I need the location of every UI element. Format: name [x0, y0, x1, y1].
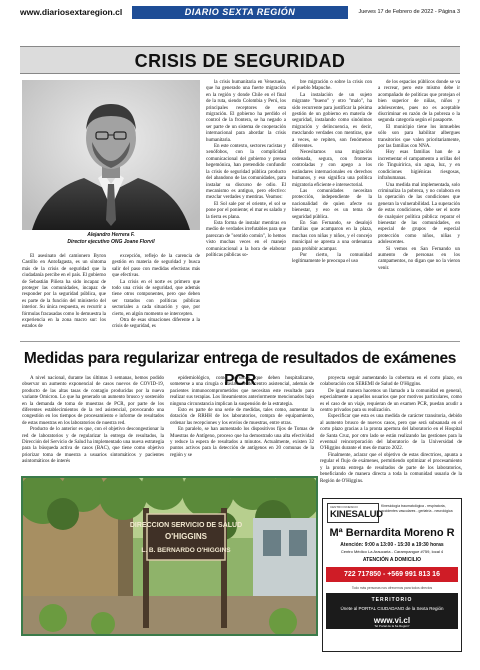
paragraph: A nivel nacional, durante las últimas 3 semanas, hemos podido observar un aumento exponencial de casos nuevos de COVID-19, producto de las altas tasas de contagio producidas por la nueva variante Omicron. Lo que ha generado un aumento brusco y sostenido en la demanda de toma de muestras de PCR, por parte de los diferentes establecimientos de la red asistencial, provocando una congestión en los tiempos de procesamiento e informe de resultados de estas muestras en los laboratorios de nuestra red. — [22, 376, 164, 426]
paragraph: Hoy esas familias han de a incrementar el campamento a orillas del río Tinguiririca, sin agua, luz, y en condiciones higiénicas riesgosas, infrahumanas. — [378, 150, 460, 182]
ad-home-service: ATENCIÓN A DOMICILIO — [362, 557, 422, 563]
caption-name: Alejandro Herrera F. — [87, 232, 135, 238]
banner-title: TERRITORIO — [371, 597, 413, 603]
ad-practitioner-name: Mª Bernardita Moreno R — [329, 527, 455, 539]
pcr-headline: Medidas para regularizar entrega de resultados de exámenes PCR — [23, 350, 457, 389]
paragraph: La instalación de un sujeto migrante "bueno" y otro "malo", ha sido recurrente para justificar la pésima gestión de un gobierno en materia de seguridad, instalando como sinónimos migración y delincuencia, es decir, mezclando verdades con mentiras, que a veces, se repiten, son fenómenos diferentes. — [292, 92, 372, 150]
banner-tagline: "El Portal de la 6a Región" — [374, 624, 410, 628]
paragraph: El asesinato del camionero Byron Castillo en Antofagasta, es un síntoma más de la crisis de seguridad que la ciudadanía percibe en el país. El gobierno de Sebastián Piñera ha sido incapaz de proteger las comunidades, incapaz de responder por la seguridad pública, que es parte de la función del ministerio del interior. Su única respuesta, es recurrir a fórmulas fracasadas como lo demuestra la experiencia en la zona macro sur: los estados de — [22, 254, 106, 330]
paragraph: de los espacios públicos donde se va a recrear, pero este mismo debe ir acompañado de políticas que protejan el bien superior de niñas, niños y adolescentes, pues no es aceptable discriminar en razón de la pobreza o la segunda categoría según el pasaporte. — [378, 80, 460, 124]
paragraph: Esta forma de instalar mentiras en medio de verdades irrefutables para que parezcan de "sentido común", lo hemos visto muchas veces en el manejo comunicacional a la hora de elaborar políticas públicas so- — [206, 220, 286, 258]
logo-name: KINESALUD — [330, 509, 383, 520]
paragraph: Otra de esas situaciones diferente a la crisis de seguridad, es — [112, 318, 200, 330]
newspaper-name: DIARIO SEXTA REGIÓN — [132, 6, 348, 19]
paragraph: Especificar que esta es una medida de carácter transitoria, debido al aumento brusco de nuevos casos, pero que será subsanada en el corto plazo gracias a la pronta apertura del laboratorio en el Hospital de Santa Cruz, por otro lado se están realizando las gestiones para la eventual reincorporación del laboratorio de la Universidad de O'Higgins durante el mes de marzo 2022. — [320, 414, 462, 452]
paragraph: El municipio tiene los inmuebles sólo son para habilitar albergues transitorios que valen prioritariamente, por las familias con NNA. — [378, 124, 460, 150]
paragraph: En San Fernando, se desalojó familias que acamparon en la plaza, muchas con niñas y niños, y el concejo municipal se apresta a una ordenanza para prohibir acampar. — [292, 220, 372, 252]
crisis-column-1b — [112, 254, 200, 331]
sign-line-1: DIRECCION SERVICIO DE SALUD — [129, 522, 243, 529]
health-service-building-photo — [21, 476, 318, 636]
pcr-column-1 — [22, 376, 164, 466]
paragraph: proyecta seguir aumentando la cobertura en el corto plazo, en colaboración con SEREMI de Salud de O'Higgins. — [320, 376, 462, 388]
ad-phone-numbers[interactable]: 722 717850 - +569 991 813 16 — [326, 567, 458, 582]
crisis-headline: CRISIS DE SEGURIDAD — [20, 46, 460, 74]
section-divider — [20, 341, 460, 342]
paragraph: epidemiológico, como personas que deben hospitalizarse, someterse a una cirugía o trasladarse de centro asistencial, además de pacientes inmunocomprometidos que necesitan este resultado para realizar sus terapias. Los lineamientos anteriormente mencionados bajo ninguna circunstancia implican la suspensión de la estrategia. — [170, 376, 314, 407]
crisis-column-2 — [206, 80, 286, 259]
paragraph: Una medida mal implementada, solo criminaliza la pobreza, y no colabora en la operación de las condiciones que generan la vulnerabilidad. La superación de estas condiciones, debe ser el norte de cualquier política pública: reparar el bienestar de las comunidades, en especial de grupos de especial protección como niños, niñas y adolescentes. — [378, 182, 460, 246]
paragraph: bre migración o sobre la crisis con el pueblo Mapuche. — [292, 80, 372, 92]
author-photo — [22, 80, 200, 230]
ad-hours: Atención: 9:00 a 13:00 - 15:30 a 19:30 horas — [340, 542, 444, 548]
paragraph: Por cierto, la comunidad legítimamente le preocupa el uso — [292, 252, 372, 265]
kinesalud-logo — [327, 503, 383, 523]
paragraph: Necesitamos una migración ordenada, segura, con fronteras controladas y con apego a los estándares internacionales en derechos humanos, y eso significa una política migratoria eficiente e intersectorial. — [292, 150, 372, 188]
paragraph: Esto es parte de una serie de medidas, tales como, aumentar la dotación de RRHH de los laboratorios, compra de equipamiento, ordenar las recepciones y los envíos de muestras, entre otras. — [170, 408, 314, 426]
pcr-column-2 — [170, 376, 314, 459]
territorio-banner[interactable] — [326, 593, 458, 629]
caption-role: Director ejecutivo ONG Joane Florvil — [67, 238, 155, 245]
sign-line-3: L. B. BERNARDO O'HIGGINS — [141, 547, 231, 554]
crisis-column-1a — [22, 254, 106, 331]
paragraph: El Sol sale por el oriente, el sol se pone por el poniente; el mar es salado y la tierra es plana. — [206, 201, 286, 220]
banner-url[interactable]: www.vi.cl — [373, 616, 411, 625]
site-url[interactable]: www.diariosextaregion.cl — [20, 7, 123, 17]
crisis-column-3 — [292, 80, 372, 266]
paragraph: En paralelo, se han aumentado los dispositivos fijos de Tomas de Muestras de Antígeno, proceso que ha demostrado una alta efectividad y reduce la espera de resultados a minutos. Actualmente, existen 32 puntos activos para la detección de antígenos en 20 comunas de la región y se — [170, 427, 314, 458]
paragraph: En este contexto, sectores racistas y xenófobos, con la complicidad comunicacional del gobierno y prensa hegemónica, han pretendido confundir la crisis de seguridad pública producto del abandono de las comunidades, para instalar su discurso de odio. El mecanismo es antiguo, pero efectivo: mezclar verdades y mentiras. Veamos: — [206, 144, 286, 201]
logo-top-text: CENTRO KINESICO — [330, 505, 358, 509]
paragraph: Si vemos en San Fernando un aumento de personas en los campamentos, no digan que no la vieron venir. — [378, 246, 460, 271]
banner-subtitle: Únete al PORTAL CIUDADANO de la Sexta Región — [340, 606, 444, 611]
ad-note: Todo más personas nos ofrecemos para todos directos — [351, 586, 433, 590]
paragraph: Producto de lo anterior es que, con el objetivo descongestionar la red de laboratorios y de regularizar la entrega de resultados, la Dirección del Servicio de Salud ha implementado una nueva estrategia para la búsqueda activa de casos (BAC), que tiene como objetivo priorizar toma de muestra a usuarios sintomáticos y pacientes asintomáticos de interés — [22, 427, 164, 465]
paragraph: Finalmente, aclarar que el objetivo de estas directrices, apunta a regular el flujo de exámenes, permitiendo optimizar el procesamiento y la pronta entrega de resultados de parte de los laboratorios, beneficiando de manera directa a toda la comunidad usuaria de la Región de O'Higgins. — [320, 452, 462, 484]
masthead — [20, 6, 460, 20]
paragraph: excepción, reflejo de la carencia de gestión en materia de seguridad y busca salir del paso con medidas efectistas más que efectivas. — [112, 254, 200, 279]
date-page: Jueves 17 de Febrero de 2022 - Página 3 — [358, 9, 460, 15]
paragraph: De igual manera hacemos un llamado a la comunidad en general, especialmente a aquellos usuarios que por motivos particulares, como es el caso de un viaje, requieran de un examen PCR, puedan acudir a centro privados para su realización. — [320, 388, 462, 414]
sign-line-2: O'HIGGINS — [165, 532, 207, 541]
crisis-column-4 — [378, 80, 460, 272]
ad-description: Kinesiología traumatológica - respiratoria, accidentes vasculares - geriatría - neurológica — [381, 504, 453, 513]
pcr-column-3 — [320, 376, 462, 485]
paragraph: la crisis humanitaria en Venezuela, que ha generado una fuerte migración en la región y donde Chile en el final de la ruta, siendo Colombia y Perú, los principales receptores de esta migración. El gobierno ha perdido el control de la frontera, se ha negado a ser parte de un sistema de cooperación internacional para abordar la crisis humanitaria. — [206, 80, 286, 143]
photo-caption — [22, 232, 200, 245]
paragraph: La crisis en el norte es primero que todo una crisis de seguridad, que además tiene otros componentes, pero que deben ser tratados con políticas públicas sectoriales a cada situación y que, por cierto, en algún momento se intercepten. — [112, 279, 200, 317]
ad-address: Centro Médico La Araucaria - Carampangue #759, local 4 — [340, 549, 444, 554]
paragraph: Las comunidades necesitan protección, independiente de la nacionalidad de quien afecte su bienestar, y eso es un tema de seguridad pública. — [292, 188, 372, 220]
kinesalud-ad[interactable] — [322, 498, 462, 652]
